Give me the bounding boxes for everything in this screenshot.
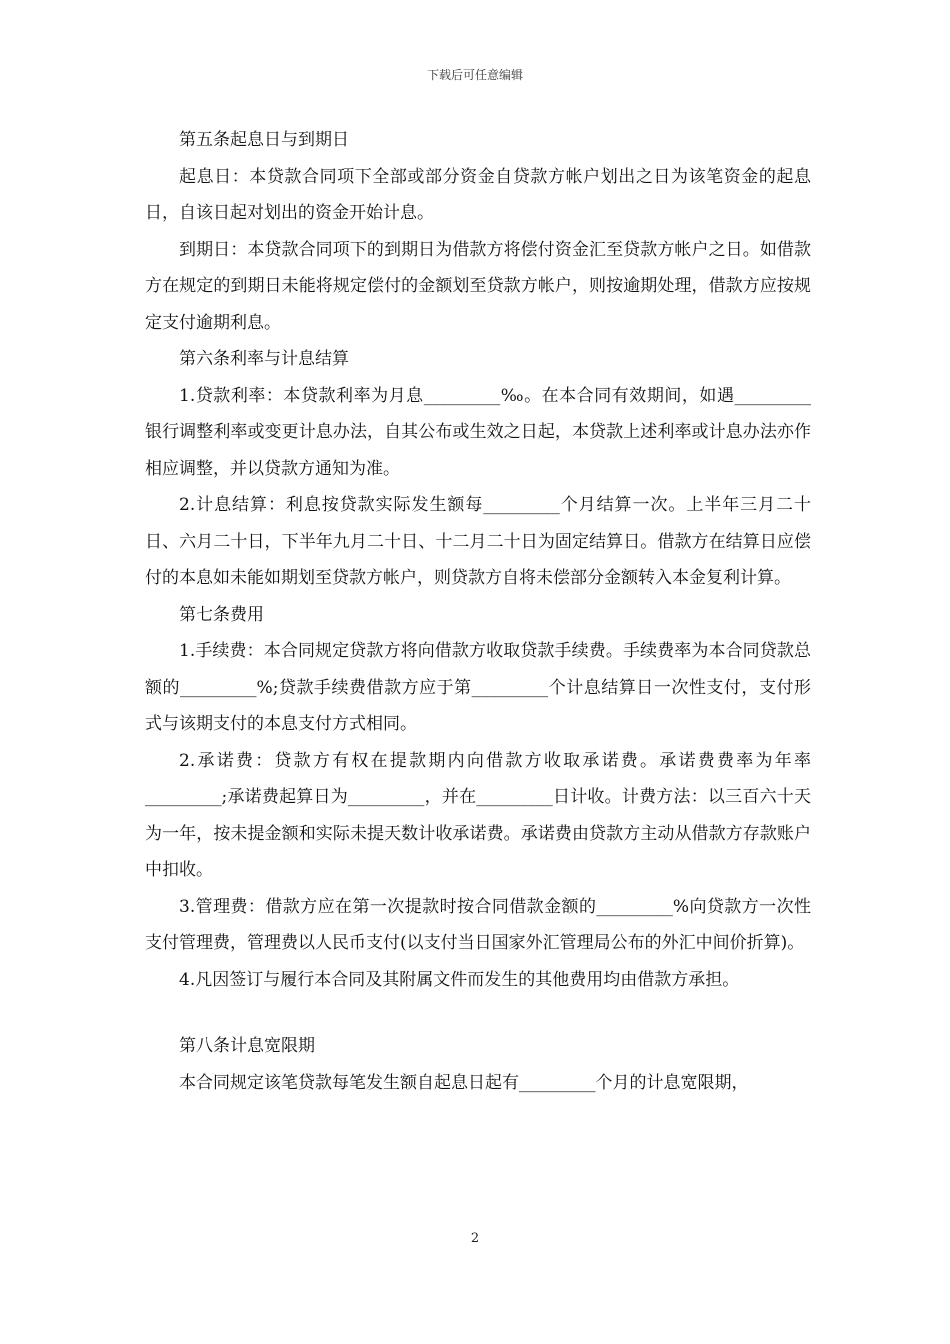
paragraph-maturity-date: 到期日：本贷款合同项下的到期日为借款方将偿付资金汇至贷款方帐户之日。如借款方在规定的到期日未能将规定偿付的金额划至贷款方帐户，则按逾期处理，借款方应按规定支付逾期利息。 bbox=[145, 239, 811, 333]
paragraph-interest-rate: 1.贷款利率：本贷款利率为月息_________‰。在本合同有效期间，如遇_________银行调整利率或变更计息办法，自其公布或生效之日起，本贷款上述利率或计息办法亦作相应调整，并以贷款方通知为准。 bbox=[145, 385, 811, 479]
paragraph-value-date: 起息日：本贷款合同项下全部或部分资金自贷款方帐户划出之日为该笔资金的起息日，自该日起对划出的资金开始计息。 bbox=[145, 166, 811, 223]
paragraph-other-fees: 4.凡因签订与履行本合同及其附属文件而发生的其他费用均由借款方承担。 bbox=[179, 969, 740, 990]
article-5-heading: 第五条起息日与到期日 bbox=[179, 130, 349, 150]
document-body bbox=[145, 122, 811, 1101]
paragraph-commitment-fee: 2.承诺费：贷款方有权在提款期内向借款方收取承诺费。承诺费费率为年率_________;承诺费起算日为_________，并在_________日计收。计费方法：以三百六十天为一年，按未提金额和实际未提天数计收承诺费。承诺费由贷款方主动从借款方存款账户中扣收。 bbox=[145, 750, 811, 880]
page-number: 2 bbox=[470, 1231, 480, 1246]
article-6-heading: 第六条利率与计息结算 bbox=[179, 349, 349, 369]
paragraph-grace-period: 本合同规定该笔贷款每笔发生额自起息日起有_________个月的计息宽限期， bbox=[179, 1072, 749, 1093]
paragraph-handling-fee: 1.手续费：本合同规定贷款方将向借款方收取贷款手续费。手续费率为本合同贷款总额的_________%;贷款手续费借款方应于第_________个计息结算日一次性支付，支付形式与该期支付的本息支付方式相同。 bbox=[145, 641, 811, 734]
paragraph-interest-settlement: 2.计息结算：利息按贷款实际发生额每_________个月结算一次。上半年三月二十日、六月二十日，下半年九月二十日、十二月二十日为固定结算日。借款方在结算日应偿付的本息如未能如期划至贷款方帐户，则贷款方自将未偿部分金额转入本金复利计算。 bbox=[145, 495, 811, 588]
page-header: 下载后可任意编辑 bbox=[426, 68, 523, 82]
article-7-heading: 第七条费用 bbox=[179, 604, 264, 625]
article-8-heading: 第八条计息宽限期 bbox=[179, 1036, 315, 1056]
paragraph-management-fee: 3.管理费：借款方应在第一次提款时按合同借款金额的_________%向贷款方一次性支付管理费，管理费以人民币支付(以支付当日国家外汇管理局公布的外汇中间价折算)。 bbox=[145, 896, 811, 953]
